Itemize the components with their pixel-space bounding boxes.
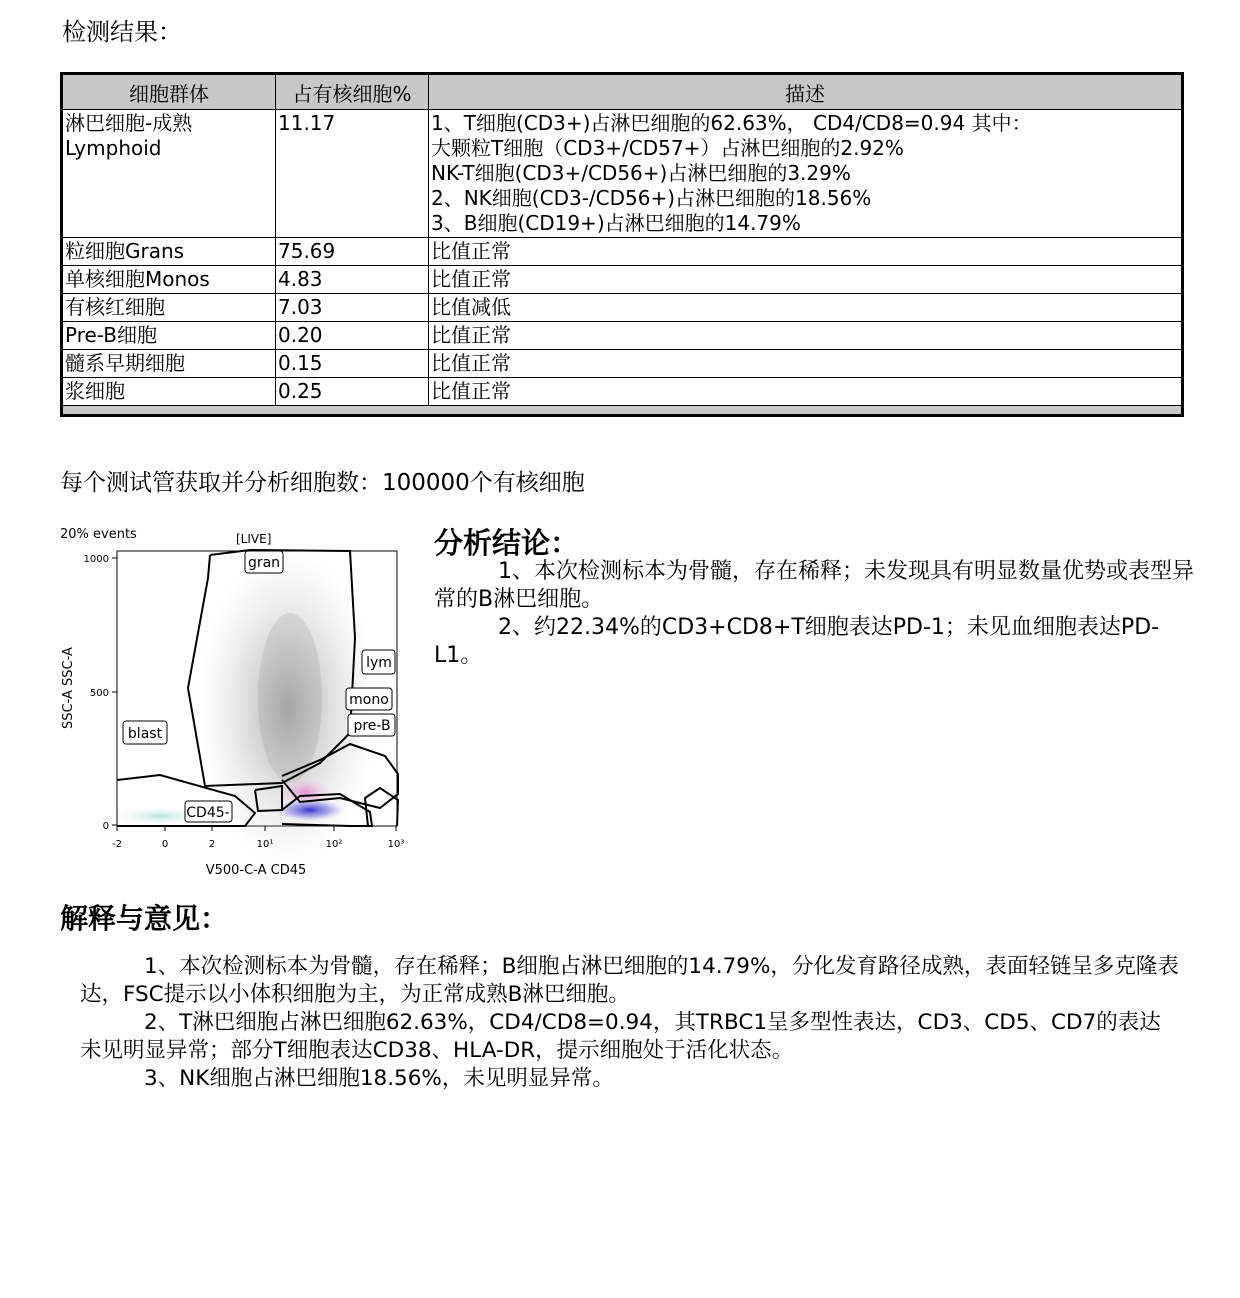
header-cell-description: 描述 [429,74,1183,110]
results-heading: 检测结果： [62,18,182,46]
flow-cytometry-plot [50,518,420,888]
results-table [60,72,1184,417]
description-cell: 比值正常 [429,266,1183,294]
percent-cell: 0.25 [276,378,429,406]
x-tick-label: 2 [208,839,216,850]
percent-cell: 7.03 [276,294,429,322]
population-cell [62,110,276,238]
population-cell: 粒细胞Grans [62,238,276,266]
y-tick-label: 500 [89,688,109,699]
description-line: 1、T细胞(CD3+)占淋巴细胞的62.63%， CD4/CD8=0.94 其中： [431,111,1032,135]
population-cell: 单核细胞Monos [62,266,276,294]
table-row [62,378,1183,406]
interpretation-paragraph-2: 2、T淋巴细胞占淋巴细胞62.63%，CD4/CD8=0.94，其TRBC1呈多型性表达，CD3、CD5、CD7的表达未见明显异常；部分T细胞表达CD38、HLA-DR，提示细胞处于活化状态。 [80,1010,1161,1063]
table-footer-band [62,406,1183,416]
description-cell: 比值正常 [429,238,1183,266]
percent-cell: 75.69 [276,238,429,266]
analysis-title: 分析结论： [434,526,580,560]
cd45neg-label: CD45- [186,805,230,821]
x-tick-label: 10¹ [256,839,274,850]
interpretation-title: 解释与意见： [60,902,229,935]
footer-band-cell [62,406,1183,416]
events-label: 20% events [60,527,137,542]
interpretation-paragraph-1: 1、本次检测标本为骨髓，存在稀释；B细胞占淋巴细胞的14.79%，分化发育路径成熟，表面轻链呈多克隆表达，FSC提示以小体积细胞为主，为正常成熟B淋巴细胞。 [80,954,1179,1007]
preb-label: pre-B [353,718,391,734]
gran-label: gran [247,555,281,571]
analysis-paragraph-1: 1、本次检测标本为骨髓，存在稀释；未发现具有明显数量优势或表型异常的B淋巴细胞。 [434,559,1194,612]
y-tick-label: 1000 [83,554,109,565]
x-tick-label: 0 [161,839,169,850]
gran-core-cloud [258,613,322,783]
description-line: 2、NK细胞(CD3-/CD56+)占淋巴细胞的18.56% [431,186,872,210]
table-row [62,294,1183,322]
blast-label: blast [127,726,163,742]
percent-cell: 0.15 [276,350,429,378]
description-line: NK-T细胞(CD3+/CD56+)占淋巴细胞的3.29% [431,161,851,185]
description-line: 大颗粒T细胞（CD3+/CD57+）占淋巴细胞的2.92% [431,136,904,160]
x-axis-label: V500-C-A CD45 [205,863,307,878]
header-cell-percent: 占有核细胞% [276,74,429,110]
header-cell-population: 细胞群体 [62,74,276,110]
description-cell: 比值正常 [429,322,1183,350]
population-cell: 髓系早期细胞 [62,350,276,378]
table-row [62,350,1183,378]
x-tick-label: 10² [325,839,343,850]
live-label: [LIVE] [236,532,272,546]
x-tick-label: -2 [112,839,122,850]
description-cell: 比值减低 [429,294,1183,322]
table-header-row [62,74,1183,110]
cell-count-text: 每个测试管获取并分析细胞数：100000个有核细胞 [60,470,585,496]
description-line: 3、B细胞(CD19+)占淋巴细胞的14.79% [431,211,801,235]
population-cell: 浆细胞 [62,378,276,406]
population-name-line: 淋巴细胞-成熟 [65,111,193,135]
interpretation-paragraph-3: 3、NK细胞占淋巴细胞18.56%，未见明显异常。 [144,1066,614,1091]
table-row [62,238,1183,266]
analysis-paragraph-2: 2、约22.34%的CD3+CD8+T细胞表达PD-1；未见血细胞表达PD-L1。 [434,615,1160,668]
population-name-line: Lymphoid [65,136,162,160]
table-row [62,266,1183,294]
y-axis-label: SSC-A SSC-A [61,647,76,729]
lym-label: lym [366,655,392,671]
population-cell: Pre-B细胞 [62,322,276,350]
table-row-lymphoid [62,110,1183,238]
x-tick-label: 10³ [387,839,405,850]
percent-cell: 4.83 [276,266,429,294]
description-cell [429,110,1183,238]
y-tick-label: 0 [102,821,109,832]
description-cell: 比值正常 [429,350,1183,378]
description-cell: 比值正常 [429,378,1183,406]
population-cell: 有核红细胞 [62,294,276,322]
mono-label: mono [349,692,389,708]
table-row [62,322,1183,350]
percent-cell: 0.20 [276,322,429,350]
percent-cell: 11.17 [276,110,429,238]
